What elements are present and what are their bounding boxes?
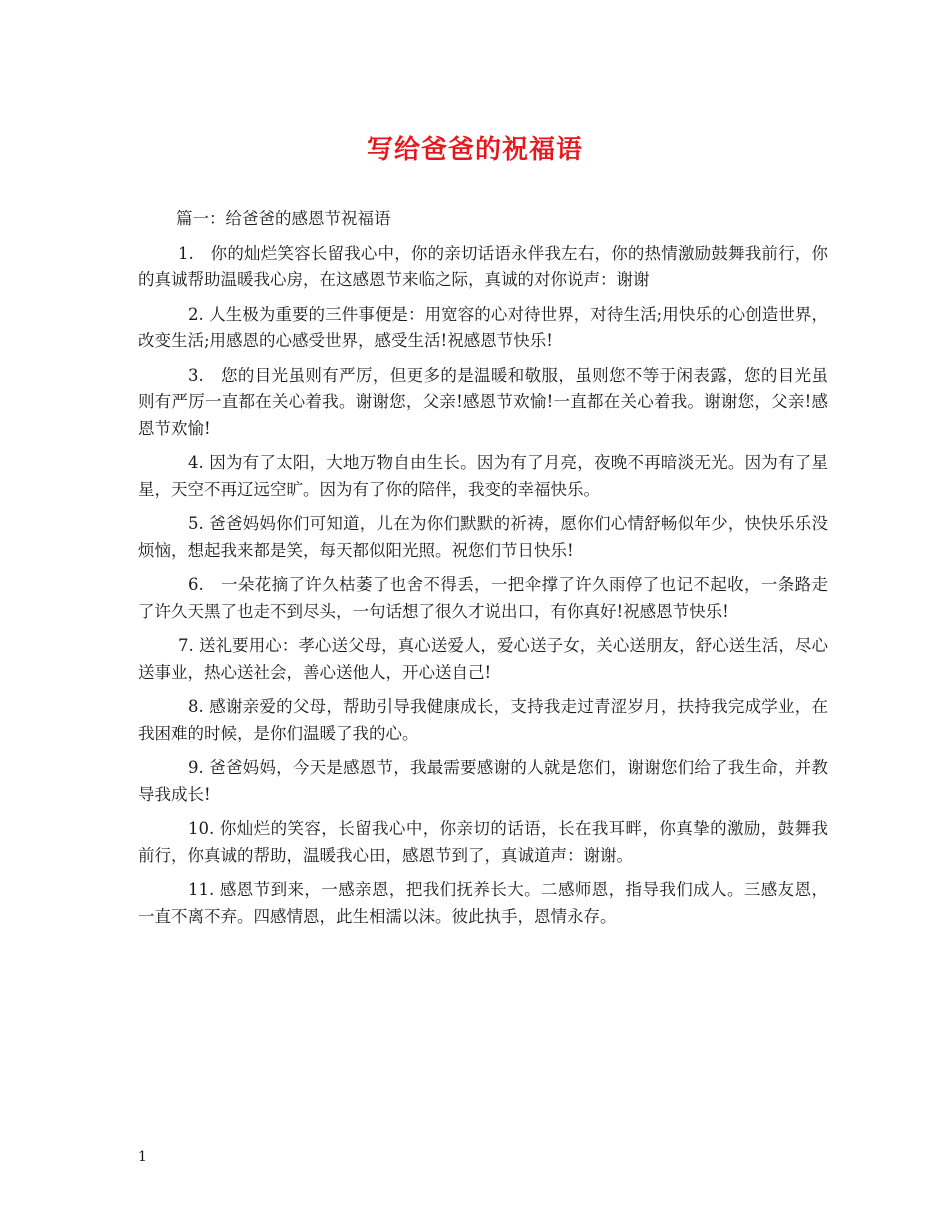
paragraph-8: 8. 感谢亲爱的父母，帮助引导我健康成长，支持我走过青涩岁月，扶持我完成学业，在我困难的时候，是你们温暖了我的心。	[138, 697, 828, 743]
paragraph-1: 1. 你的灿烂笑容长留我心中，你的亲切话语永伴我左右，你的热情激励鼓舞我前行，你的真诚帮助温暖我心房，在这感恩节来临之际，真诚的对你说声：谢谢	[138, 243, 828, 289]
paragraph-3: 3. 您的目光虽则有严厉，但更多的是温暖和敬服，虽则您不等于闲表露，您的目光虽则有严厉一直都在关心着我。谢谢您，父亲!感恩节欢愉!一直都在关心着我。谢谢您，父亲!感恩节欢愉!	[138, 365, 828, 438]
paragraph-9: 9. 爸爸妈妈，今天是感恩节，我最需要感谢的人就是您们，谢谢您们给了我生命，并教导我成长!	[138, 758, 828, 804]
paragraph-5: 5. 爸爸妈妈你们可知道，儿在为你们默默的祈祷，愿你们心情舒畅似年少，快快乐乐没烦恼，想起我来都是笑，每天都似阳光照。祝您们节日快乐!	[138, 514, 828, 560]
paragraph-4: 4. 因为有了太阳，大地万物自由生长。因为有了月亮，夜晚不再暗淡无光。因为有了星星，天空不再辽远空旷。因为有了你的陪伴，我变的幸福快乐。	[138, 453, 828, 499]
paragraph-11: 11. 感恩节到来，一感亲恩，把我们抚养长大。二感师恩，指导我们成人。三感友恩，一直不离不弃。四感情恩，此生相濡以沫。彼此执手，恩情永存。	[138, 880, 828, 926]
paragraph-2: 2. 人生极为重要的三件事便是：用宽容的心对待世界，对待生活;用快乐的心创造世界，改变生活;用感恩的心感受世界，感受生活!祝感恩节快乐!	[138, 304, 828, 350]
section-heading: 篇一：给爸爸的感恩节祝福语	[176, 209, 391, 228]
page-number: 1	[138, 1149, 147, 1165]
document-title: 写给爸爸的祝福语	[366, 135, 583, 165]
paragraph-6: 6. 一朵花摘了许久枯萎了也舍不得丢，一把伞撑了许久雨停了也记不起收，一条路走了许久天黑了也走不到尽头，一句话想了很久才说出口，有你真好!祝感恩节快乐!	[138, 575, 828, 621]
paragraph-10: 10. 你灿烂的笑容，长留我心中，你亲切的话语，长在我耳畔，你真挚的激励，鼓舞我前行，你真诚的帮助，温暖我心田，感恩节到了，真诚道声：谢谢。	[138, 819, 828, 865]
document-body	[138, 206, 828, 938]
paragraph-7: 7. 送礼要用心：孝心送父母，真心送爱人，爱心送子女，关心送朋友，舒心送生活，尽心送事业，热心送社会，善心送他人，开心送自己!	[138, 636, 828, 682]
